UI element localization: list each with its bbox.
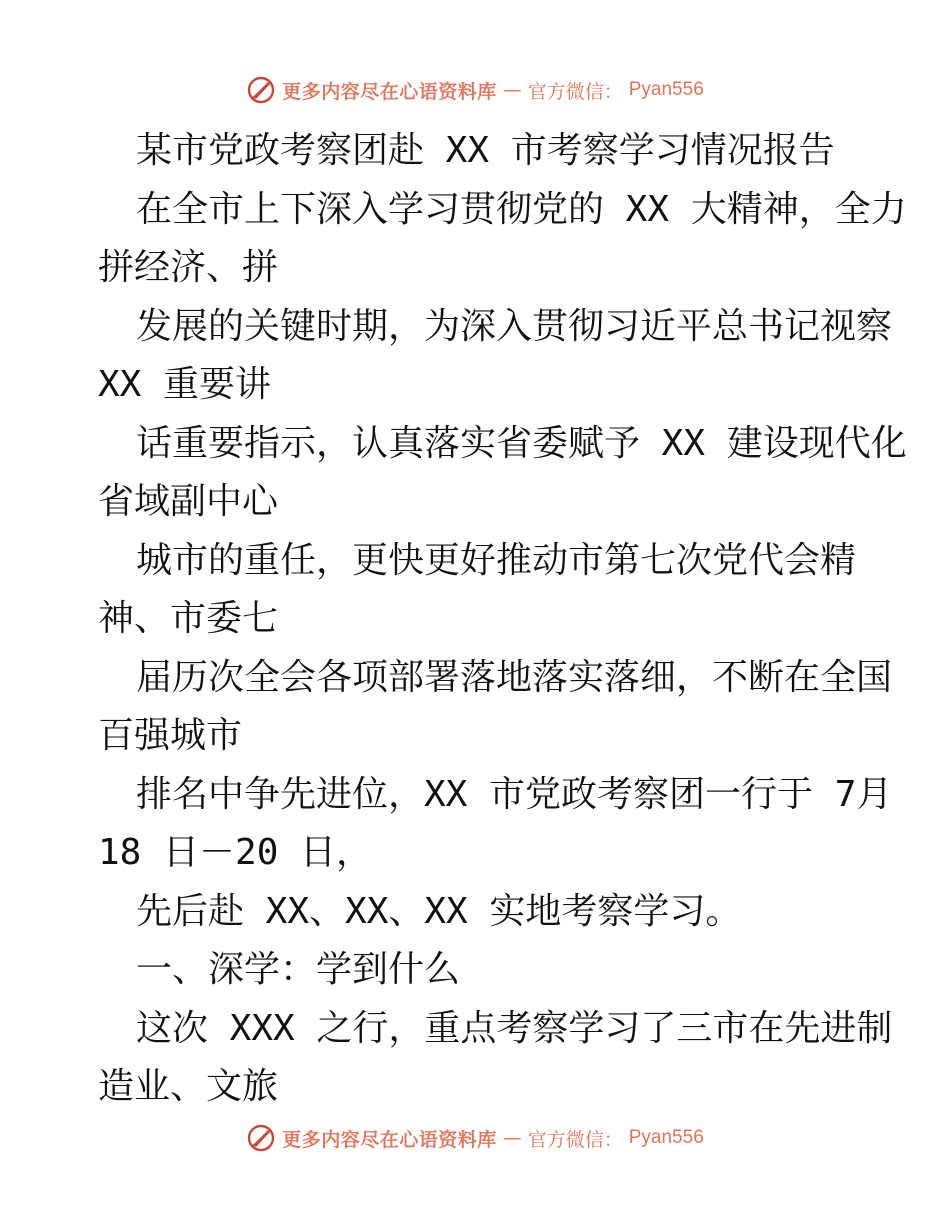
paragraph-line: 拼经济、拼 (98, 247, 279, 288)
paragraph-line: XX 重要讲 (98, 364, 272, 405)
paragraph-line: 城市的重任，更快更好推动市第七次党代会精 (136, 539, 857, 581)
paragraph-line: 百强城市 (98, 715, 243, 756)
paragraph-line: 造业、文旅 (98, 1066, 279, 1107)
banner-separator: — (502, 1127, 522, 1149)
paragraph-line: 先后赴 XX、XX、XX 实地考察学习。 (136, 890, 742, 932)
paragraph-line: 届历次全会各项部署落地落实落细，不断在全国 (136, 656, 893, 698)
paragraph-line: 神、市委七 (98, 598, 279, 639)
paragraph-line: 这次 XXX 之行，重点考察学习了三市在先进制 (136, 1007, 893, 1049)
banner-wechat-label: 官方微信： (527, 80, 623, 103)
paragraph-line: 发展的关键时期，为深入贯彻习近平总书记视察 (136, 305, 893, 347)
header-banner (0, 72, 950, 108)
banner-separator: — (502, 79, 522, 101)
banner-slogan: 更多内容尽在心语资料库 (282, 80, 497, 103)
document-title: 某市党政考察团赴 XX 市考察学习情况报告 (136, 130, 835, 171)
banner-slogan: 更多内容尽在心语资料库 (282, 1128, 497, 1151)
quill-logo-icon (246, 75, 276, 105)
paragraph-line: 话重要指示，认真落实省委赋予 XX 建设现代化 (136, 422, 907, 464)
section-heading: 一、深学：学到什么 (136, 949, 461, 990)
paragraph-line: 在全市上下深入学习贯彻党的 XX 大精神，全力 (136, 188, 907, 230)
paragraph-line: 省域副中心 (98, 481, 279, 522)
document-body (98, 122, 907, 1117)
quill-logo-icon (246, 1123, 276, 1153)
footer-banner (0, 1120, 950, 1156)
banner-wechat-id: Pyan556 (628, 1127, 704, 1148)
paragraph-line: 排名中争先进位，XX 市党政考察团一行于 7月 (136, 773, 893, 815)
banner-wechat-id: Pyan556 (628, 79, 704, 100)
banner-wechat-label: 官方微信： (527, 1128, 623, 1151)
paragraph-line: 18 日－20 日， (98, 832, 373, 873)
